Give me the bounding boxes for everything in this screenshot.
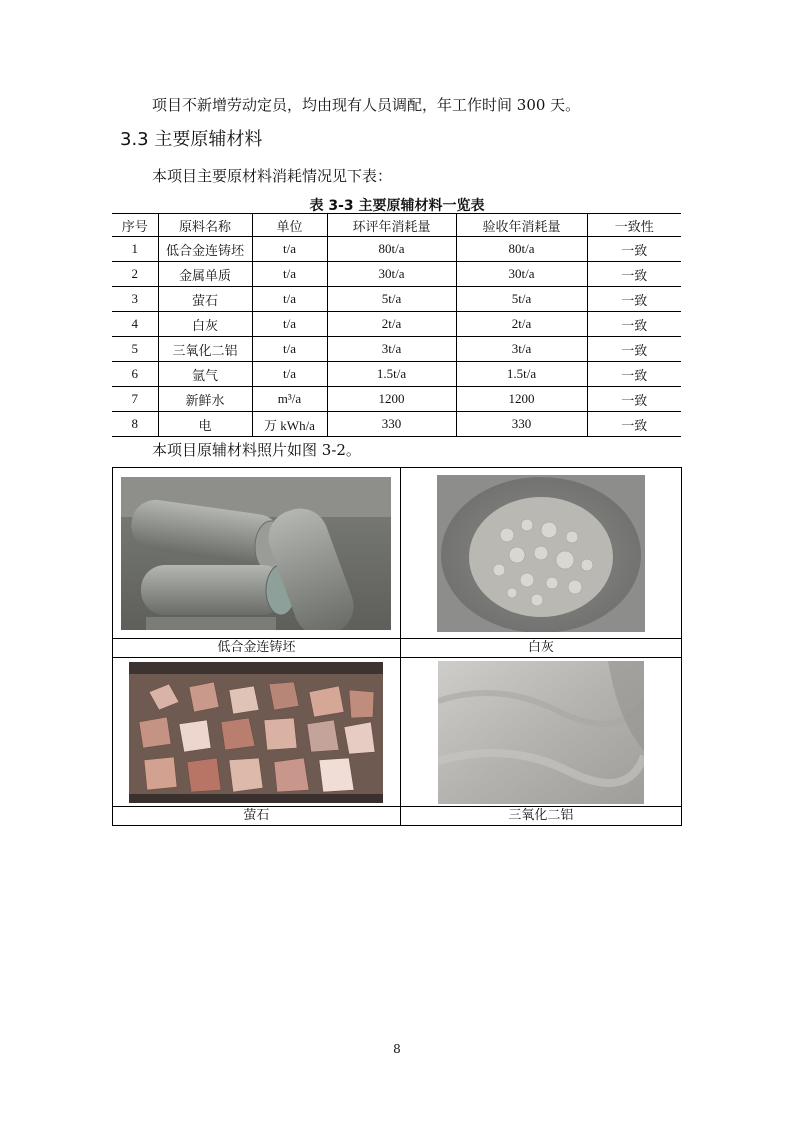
table-intro-paragraph: 本项目主要原材料消耗情况见下表： [152, 167, 393, 185]
photo-cell [113, 658, 401, 807]
table-cell: 8 [112, 412, 158, 437]
photo-cell [400, 658, 681, 807]
table-cell: 一致 [587, 262, 681, 287]
table-cell: 萤石 [158, 287, 252, 312]
table-row [112, 412, 681, 437]
table-cell: 7 [112, 387, 158, 412]
photo-label: 萤石 [113, 807, 401, 826]
photo-label: 三氧化二铝 [400, 807, 681, 826]
table-cell: t/a [252, 262, 327, 287]
table-header-row [112, 214, 681, 237]
table-cell: m³/a [252, 387, 327, 412]
header-cell: 原料名称 [158, 214, 252, 237]
table-cell: 万 kWh/a [252, 412, 327, 437]
table-cell: 1200 [456, 387, 587, 412]
page-number: 8 [393, 1042, 401, 1056]
table-row [112, 337, 681, 362]
table-cell: 330 [456, 412, 587, 437]
table-row [112, 287, 681, 312]
quicklime-photo [437, 475, 645, 632]
section-heading [120, 128, 262, 152]
table-cell: 1 [112, 237, 158, 262]
table-cell: 5 [112, 337, 158, 362]
table-cell: 4 [112, 312, 158, 337]
table-cell: 1200 [327, 387, 456, 412]
header-cell: 单位 [252, 214, 327, 237]
photo-grid [112, 467, 682, 826]
table-cell: 6 [112, 362, 158, 387]
table-cell: 1.5t/a [456, 362, 587, 387]
table-cell: t/a [252, 362, 327, 387]
table-cell: 330 [327, 412, 456, 437]
table-cell: 一致 [587, 387, 681, 412]
table-cell: t/a [252, 237, 327, 262]
header-cell: 环评年消耗量 [327, 214, 456, 237]
table-cell: t/a [252, 287, 327, 312]
section-title: 主要原辅材料 [154, 129, 263, 150]
table-cell: 三氧化二铝 [158, 337, 252, 362]
table-cell: 金属单质 [158, 262, 252, 287]
table-cell: 80t/a [327, 237, 456, 262]
table-cell: 5t/a [456, 287, 587, 312]
intro-paragraph: 项目不新增劳动定员，均由现有人员调配，年工作时间 300 天。 [152, 96, 581, 114]
table-cell: 3 [112, 287, 158, 312]
steel-billet-photo [121, 477, 391, 630]
header-cell: 验收年消耗量 [456, 214, 587, 237]
section-number: 3.3 [120, 129, 149, 150]
table-row [112, 312, 681, 337]
table-cell: 80t/a [456, 237, 587, 262]
table-cell: 2t/a [456, 312, 587, 337]
photo-cell [113, 468, 401, 639]
table-cell: 5t/a [327, 287, 456, 312]
table-cell: 低合金连铸坯 [158, 237, 252, 262]
table-caption: 表 3-3 主要原辅材料一览表 [309, 198, 485, 214]
alumina-photo [438, 661, 644, 804]
table-cell: 一致 [587, 237, 681, 262]
table-cell: 一致 [587, 312, 681, 337]
photo-label: 白灰 [400, 639, 681, 658]
table-row [112, 362, 681, 387]
table-cell: 电 [158, 412, 252, 437]
header-cell: 一致性 [587, 214, 681, 237]
fluorite-photo [129, 662, 383, 803]
table-cell: 氩气 [158, 362, 252, 387]
table-cell: t/a [252, 312, 327, 337]
table-cell: 一致 [587, 337, 681, 362]
table-cell: 白灰 [158, 312, 252, 337]
table-cell: 30t/a [327, 262, 456, 287]
table-cell: 30t/a [456, 262, 587, 287]
table-row [112, 387, 681, 412]
table-cell: 2 [112, 262, 158, 287]
photo-intro-paragraph: 本项目原辅材料照片如图 3-2。 [152, 441, 361, 459]
photo-label: 低合金连铸坯 [113, 639, 401, 658]
materials-table [112, 213, 681, 437]
table-cell: 新鲜水 [158, 387, 252, 412]
table-cell: 2t/a [327, 312, 456, 337]
table-cell: 1.5t/a [327, 362, 456, 387]
header-cell: 序号 [112, 214, 158, 237]
table-cell: 一致 [587, 362, 681, 387]
photo-cell [400, 468, 681, 639]
table-row [112, 237, 681, 262]
table-cell: 3t/a [456, 337, 587, 362]
table-cell: t/a [252, 337, 327, 362]
table-cell: 一致 [587, 287, 681, 312]
table-row [112, 262, 681, 287]
table-cell: 一致 [587, 412, 681, 437]
table-cell: 3t/a [327, 337, 456, 362]
